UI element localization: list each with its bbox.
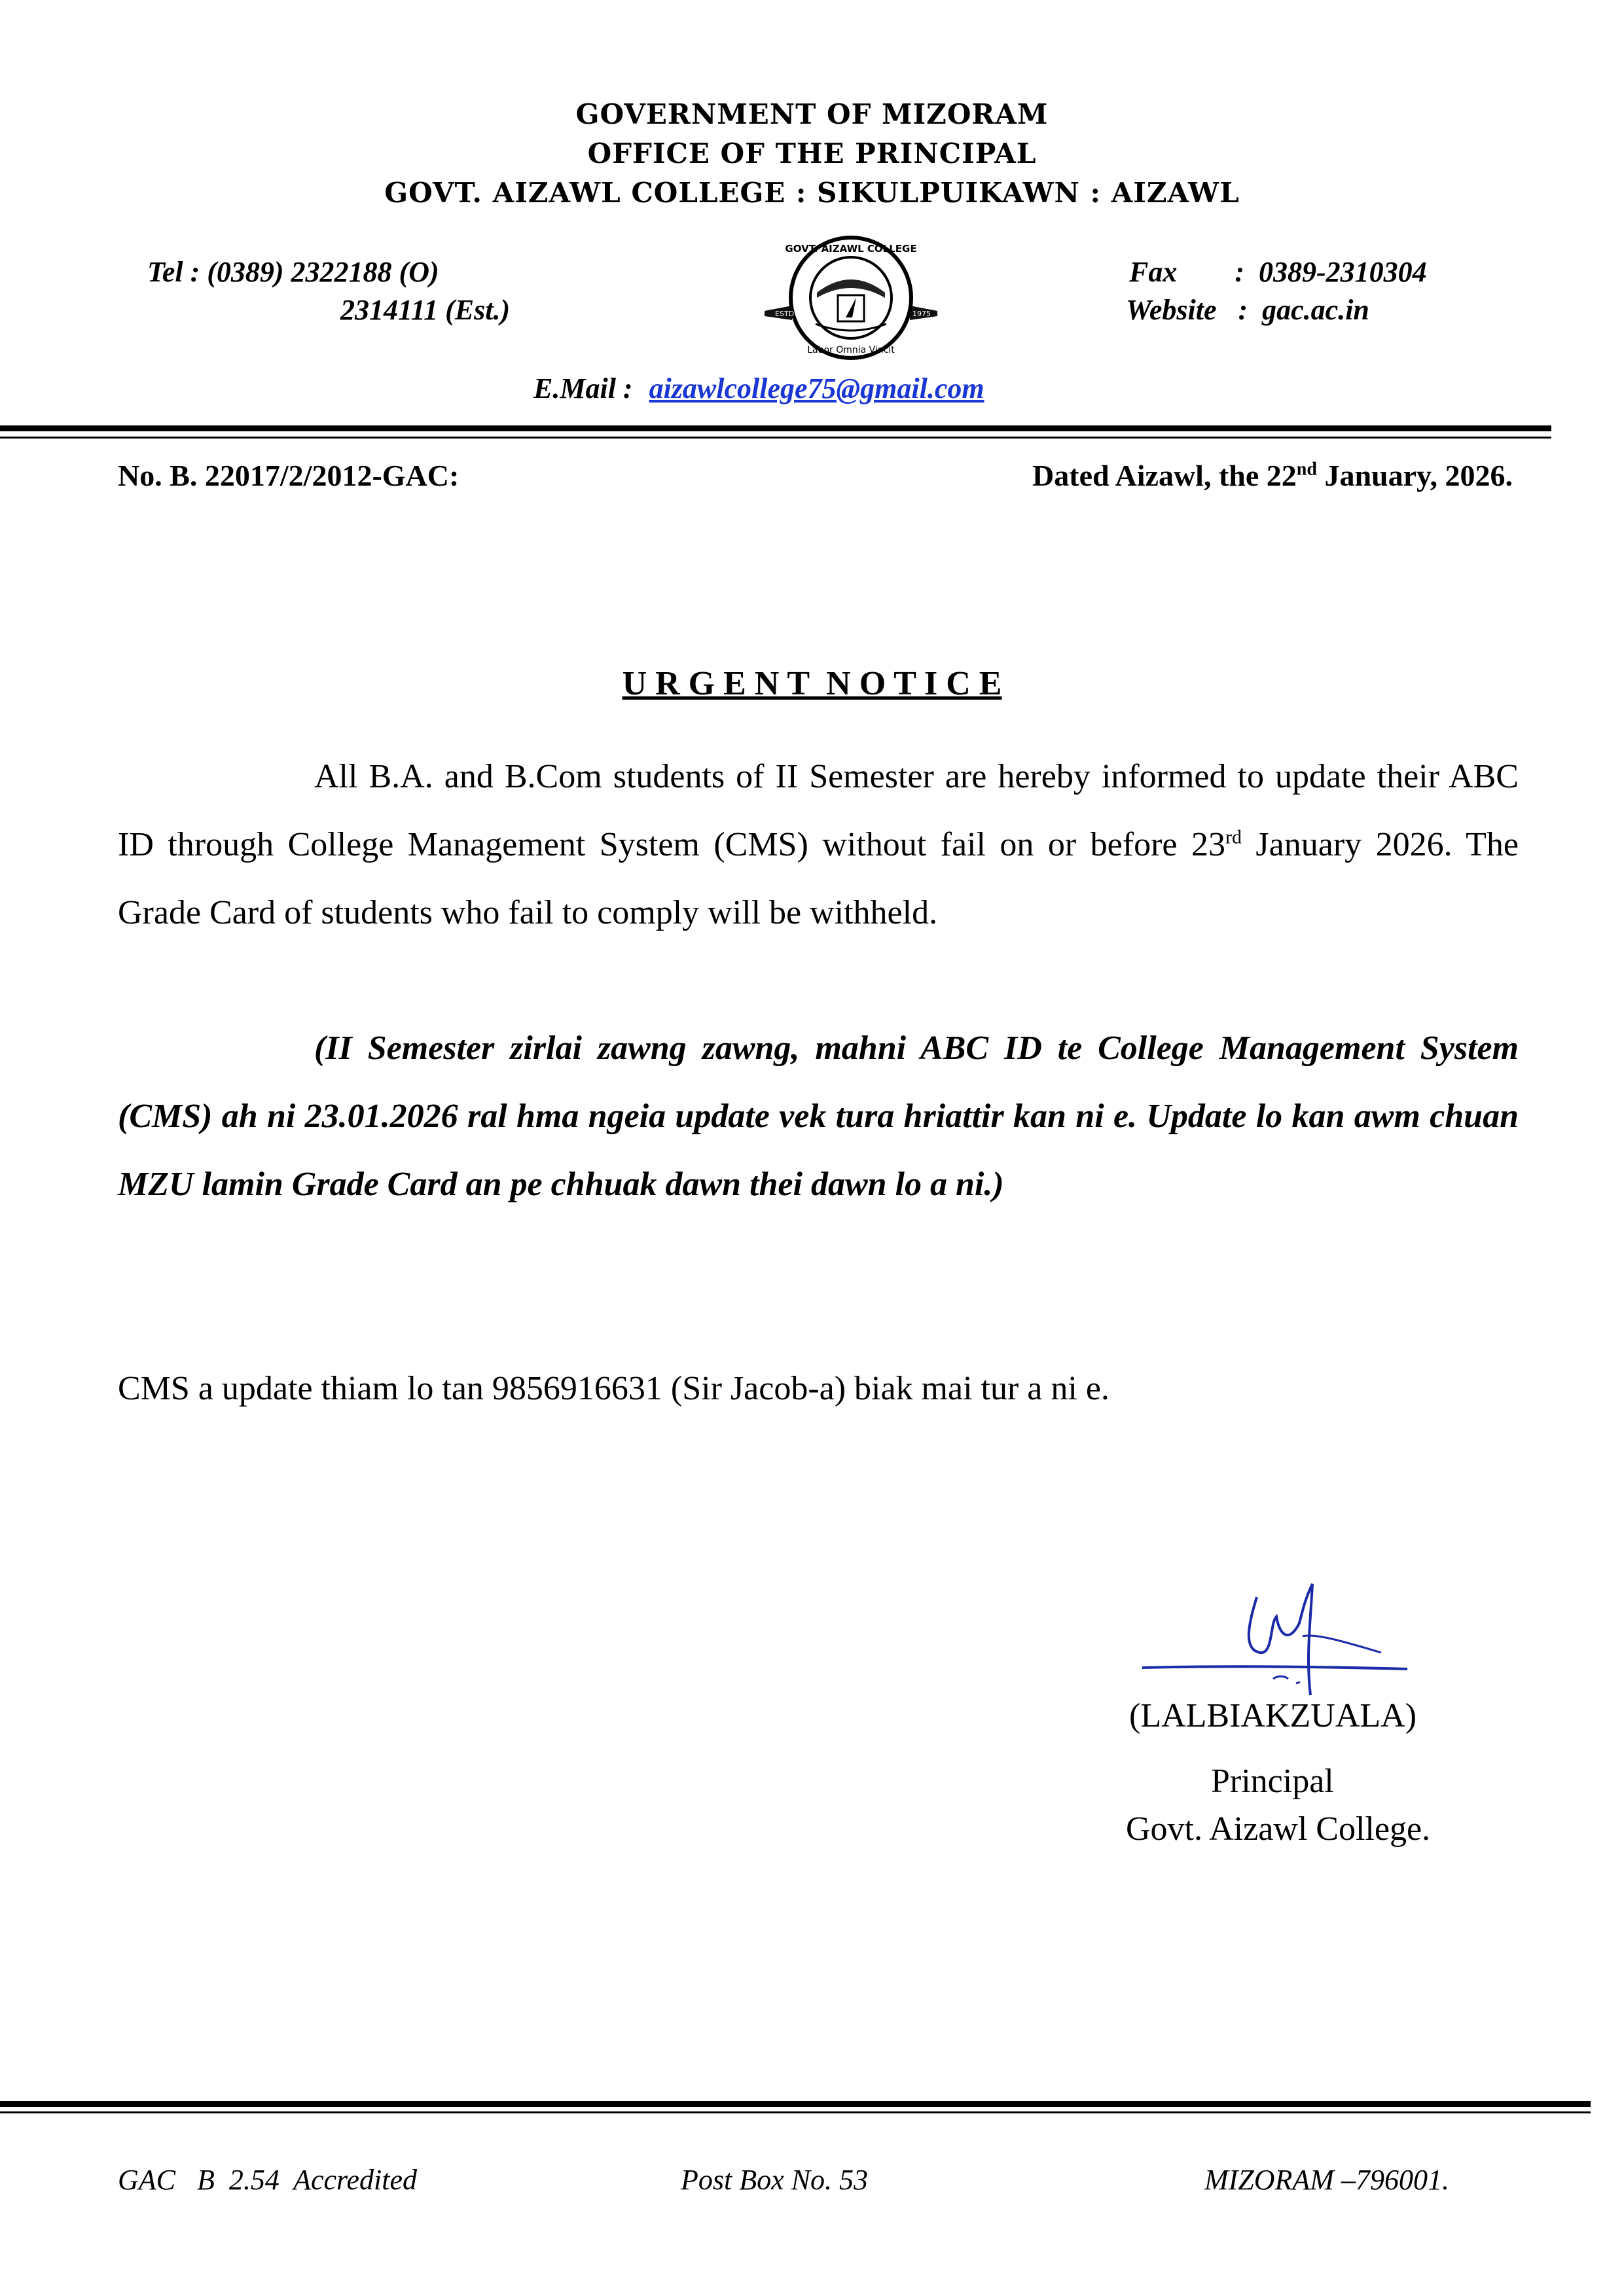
para1-part-b: January 2026. The Grade Card of students who fail to comply will be withheld. (118, 826, 1519, 931)
signatory-name: (LALBIAKZUALA) (1129, 1697, 1417, 1734)
college-logo (759, 232, 943, 363)
header-rule-thick (0, 425, 1551, 431)
office-heading: OFFICE OF THE PRINCIPAL (587, 137, 1037, 170)
logo-motto: Labor Omnia Vincit (807, 345, 895, 355)
email-label: E.Mail : (533, 372, 633, 404)
college-heading: GOVT. AIZAWL COLLEGE : SIKULPUIKAWN : AIZAWL (384, 177, 1240, 209)
notice-paragraph-english (118, 743, 1519, 947)
govt-heading: GOVERNMENT OF MIZORAM (575, 98, 1049, 130)
email-link[interactable]: aizawlcollege75@gmail.com (649, 372, 984, 404)
logo-ring-text: GOVT. AIZAWL COLLEGE (785, 243, 917, 255)
footer-post-box: Post Box No. 53 (681, 2164, 868, 2196)
logo-year: 1975 (912, 310, 931, 318)
footer-rule-thick (0, 2101, 1591, 2107)
tel-est-number: 2314111 (Est.) (340, 294, 511, 326)
signatory-institution: Govt. Aizawl College. (1126, 1810, 1431, 1848)
header-rule-thin (0, 437, 1551, 439)
footer-pin: MIZORAM –796001. (1204, 2164, 1449, 2196)
notice-paragraph-mizo: (II Semester zirlai zawng zawng, mahni ABC ID te College Management System (CMS) ah ni 23.01.2026 ral hma ngeia update vek tura hriattir kan ni e. Update lo kan awm chuan MZU lamin Grade Card an pe chhuak dawn thei dawn lo a ni.) (118, 1030, 1519, 1203)
contact-instruction: CMS a update thiam lo tan 9856916631 (Sir Jacob-a) biak mai tur a ni e. (118, 1370, 1110, 1407)
footer-accreditation: GAC B 2.54 Accredited (118, 2164, 418, 2196)
date-prefix: Dated Aizawl, the 22 (1032, 459, 1297, 492)
date-suffix: January, 2026. (1316, 459, 1513, 492)
reference-number: No. B. 22017/2/2012-GAC: (118, 459, 460, 492)
footer-rule-thin (0, 2111, 1591, 2113)
date-sup: nd (1296, 459, 1317, 480)
signatory-designation: Principal (1211, 1763, 1334, 1800)
para1-part-a: All B.A. and B.Com students of II Semester are hereby informed to update their ABC ID through College Management System (CMS) without fail on or before 23 (118, 758, 1519, 863)
principal-signature (1139, 1545, 1414, 1708)
email-row (533, 372, 984, 405)
logo-estd: ESTD (775, 310, 795, 318)
fax-number: Fax : 0389-2310304 (1129, 256, 1427, 288)
tel-number: Tel : (0389) 2322188 (O) (147, 256, 439, 288)
notice-title: U R G E N T N O T I C E (622, 665, 1002, 702)
dated-line (1032, 458, 1513, 493)
para1-sup: rd (1225, 826, 1242, 848)
website: Website : gac.ac.in (1126, 294, 1369, 326)
